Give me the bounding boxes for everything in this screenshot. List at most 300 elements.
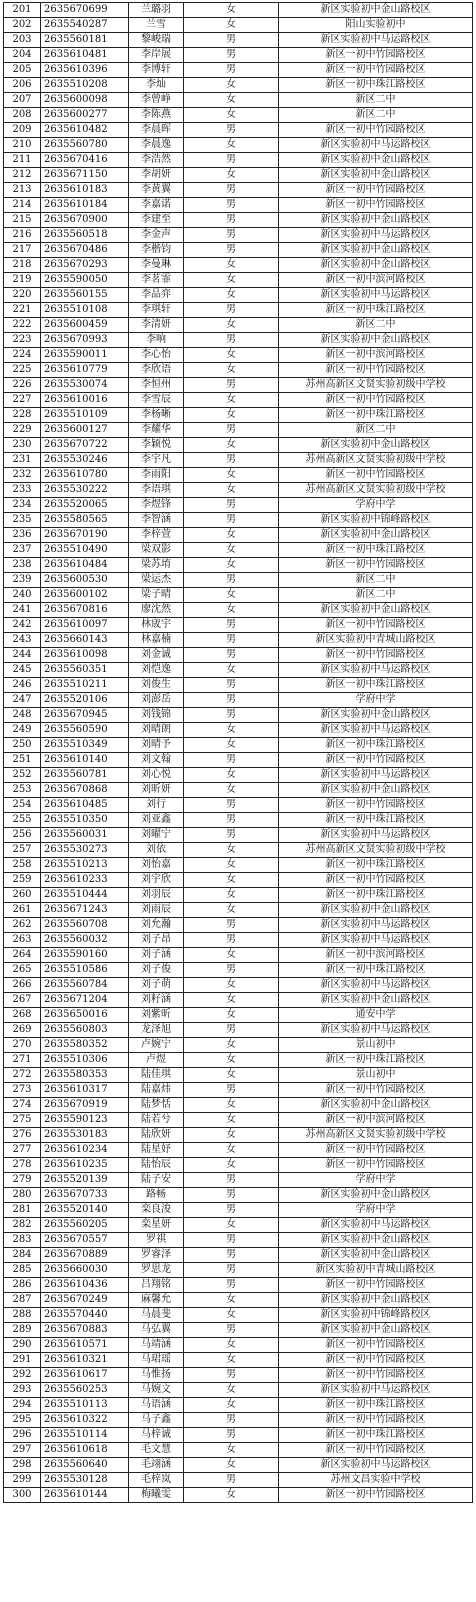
table-row [4,678,473,693]
table-row [4,618,473,633]
exam-id-cell: 2635510114 [41,1428,129,1443]
row-number-cell: 263 [4,933,41,948]
table-row [4,813,473,828]
gender-cell: 男 [184,498,279,513]
table-row [4,1263,473,1278]
table-row [4,1008,473,1023]
row-number-cell: 269 [4,1023,41,1038]
exam-id-cell: 2635670190 [41,528,129,543]
exam-id-cell: 2635610016 [41,393,129,408]
table-row [4,123,473,138]
row-number-cell: 296 [4,1428,41,1443]
exam-id-cell: 2635610571 [41,1338,129,1353]
student-name-cell: 李嘉诺 [129,198,184,213]
school-cell: 新区一初中珠江路校区 [279,1428,473,1443]
table-row [4,78,473,93]
student-name-cell: 李宇凡 [129,453,184,468]
gender-cell: 女 [184,558,279,573]
student-name-cell: 马语涵 [129,1398,184,1413]
table-row [4,498,473,513]
exam-id-cell: 2635671150 [41,168,129,183]
school-cell: 新区实验初中马运路校区 [279,138,473,153]
school-cell: 新区实验初中金山路校区 [279,153,473,168]
table-row [4,828,473,843]
school-cell: 新区实验初中马运路校区 [279,1458,473,1473]
roster-table [3,2,473,1503]
school-cell: 新区实验初中青城山路校区 [279,633,473,648]
table-row [4,393,473,408]
school-cell: 新区实验初中金山路校区 [279,603,473,618]
exam-id-cell: 2635560590 [41,723,129,738]
student-name-cell: 李恒州 [129,378,184,393]
exam-id-cell: 2635600530 [41,573,129,588]
school-cell: 新区实验初中马运路校区 [279,1218,473,1233]
table-row [4,93,473,108]
table-row [4,1383,473,1398]
exam-id-cell: 2635510306 [41,1053,129,1068]
student-name-cell: 李颖悦 [129,438,184,453]
row-number-cell: 260 [4,888,41,903]
exam-id-cell: 2635660030 [41,1263,129,1278]
row-number-cell: 265 [4,963,41,978]
student-name-cell: 李琪轩 [129,303,184,318]
student-name-cell: 陆星妤 [129,1143,184,1158]
gender-cell: 女 [184,258,279,273]
gender-cell: 男 [184,1023,279,1038]
gender-cell: 男 [184,1248,279,1263]
student-name-cell: 林宬宇 [129,618,184,633]
student-name-cell: 刘允瀚 [129,918,184,933]
school-cell: 新区一初中竹园路校区 [279,1443,473,1458]
row-number-cell: 236 [4,528,41,543]
school-cell: 新区一初中竹园路校区 [279,1338,473,1353]
student-name-cell: 李黄翼 [129,183,184,198]
exam-id-cell: 2635610098 [41,648,129,663]
exam-id-cell: 2635610618 [41,1443,129,1458]
school-cell: 新区一初中珠江路校区 [279,858,473,873]
exam-id-cell: 2635670733 [41,1188,129,1203]
row-number-cell: 290 [4,1338,41,1353]
table-row [4,1293,473,1308]
gender-cell: 女 [184,588,279,603]
row-number-cell: 242 [4,618,41,633]
student-name-cell: 李岸展 [129,48,184,63]
exam-id-cell: 2635560155 [41,288,129,303]
row-number-cell: 235 [4,513,41,528]
gender-cell: 女 [184,528,279,543]
row-number-cell: 240 [4,588,41,603]
student-name-cell: 马晨斐 [129,1308,184,1323]
gender-cell: 女 [184,288,279,303]
exam-id-cell: 2635610097 [41,618,129,633]
row-number-cell: 202 [4,18,41,33]
gender-cell: 女 [184,1383,279,1398]
table-row [4,633,473,648]
school-cell: 新区实验初中马运路校区 [279,723,473,738]
student-name-cell: 兰璐羽 [129,3,184,18]
school-cell: 新区一初中竹园路校区 [279,393,473,408]
exam-id-cell: 2635560518 [41,228,129,243]
exam-id-cell: 2635670816 [41,603,129,618]
school-cell: 新区一初中珠江路校区 [279,963,473,978]
row-number-cell: 228 [4,408,41,423]
student-name-cell: 李响 [129,333,184,348]
table-row [4,903,473,918]
row-number-cell: 278 [4,1158,41,1173]
gender-cell: 女 [184,18,279,33]
gender-cell: 男 [184,1278,279,1293]
school-cell: 新区一初中竹园路校区 [279,363,473,378]
school-cell: 新区一初中珠江路校区 [279,738,473,753]
student-name-cell: 陆若兮 [129,1113,184,1128]
school-cell: 新区一初中竹园路校区 [279,618,473,633]
school-cell: 新区实验初中金山路校区 [279,1188,473,1203]
student-name-cell: 李浩然 [129,153,184,168]
school-cell: 新区一初中竹园路校区 [279,63,473,78]
school-cell: 新区二中 [279,318,473,333]
student-name-cell: 李楷钧 [129,243,184,258]
school-cell: 新区实验初中马运路校区 [279,828,473,843]
table-row [4,1143,473,1158]
table-row [4,348,473,363]
gender-cell: 男 [184,828,279,843]
gender-cell: 女 [184,1008,279,1023]
school-cell: 新区一初中竹园路校区 [279,873,473,888]
row-number-cell: 274 [4,1098,41,1113]
student-name-cell: 吕翔铭 [129,1278,184,1293]
student-name-cell: 罗祺 [129,1233,184,1248]
school-cell: 新区实验初中金山路校区 [279,783,473,798]
table-row [4,543,473,558]
gender-cell: 男 [184,678,279,693]
exam-id-cell: 2635510213 [41,858,129,873]
table-row [4,1038,473,1053]
exam-id-cell: 2635670900 [41,213,129,228]
row-number-cell: 270 [4,1038,41,1053]
gender-cell: 女 [184,93,279,108]
gender-cell: 男 [184,378,279,393]
exam-id-cell: 2635610321 [41,1353,129,1368]
table-row [4,138,473,153]
gender-cell: 女 [184,1128,279,1143]
exam-id-cell: 2635560351 [41,663,129,678]
school-cell: 新区一初中竹园路校区 [279,123,473,138]
roster-body [4,3,473,1503]
student-name-cell: 李灿 [129,78,184,93]
row-number-cell: 232 [4,468,41,483]
school-cell: 新区实验初中马运路校区 [279,1023,473,1038]
school-cell: 新区一初中竹园路校区 [279,648,473,663]
exam-id-cell: 2635530246 [41,453,129,468]
school-cell: 新区实验初中青城山路校区 [279,1263,473,1278]
row-number-cell: 218 [4,258,41,273]
table-row [4,1128,473,1143]
row-number-cell: 239 [4,573,41,588]
exam-id-cell: 2635670883 [41,1323,129,1338]
row-number-cell: 294 [4,1398,41,1413]
row-number-cell: 298 [4,1458,41,1473]
exam-id-cell: 2635560253 [41,1383,129,1398]
row-number-cell: 226 [4,378,41,393]
table-row [4,1248,473,1263]
row-number-cell: 247 [4,693,41,708]
school-cell: 新区一初中竹园路校区 [279,468,473,483]
row-number-cell: 254 [4,798,41,813]
school-cell: 新区实验初中马运路校区 [279,663,473,678]
gender-cell: 男 [184,693,279,708]
school-cell: 新区一初中珠江路校区 [279,678,473,693]
gender-cell: 女 [184,3,279,18]
student-name-cell: 李雨阳 [129,468,184,483]
exam-id-cell: 2635600459 [41,318,129,333]
exam-id-cell: 2635660143 [41,633,129,648]
exam-id-cell: 2635530074 [41,378,129,393]
gender-cell: 女 [184,483,279,498]
exam-id-cell: 2635610183 [41,183,129,198]
school-cell: 新区一初中竹园路校区 [279,48,473,63]
row-number-cell: 223 [4,333,41,348]
gender-cell: 女 [184,723,279,738]
row-number-cell: 271 [4,1053,41,1068]
student-name-cell: 李欣语 [129,363,184,378]
table-row [4,1113,473,1128]
table-row [4,1308,473,1323]
table-row [4,648,473,663]
row-number-cell: 299 [4,1473,41,1488]
gender-cell: 女 [184,1218,279,1233]
school-cell: 新区实验初中马运路校区 [279,288,473,303]
exam-id-cell: 2635670945 [41,708,129,723]
row-number-cell: 201 [4,3,41,18]
exam-id-cell: 2635510586 [41,963,129,978]
gender-cell: 女 [184,1338,279,1353]
table-row [4,1443,473,1458]
gender-cell: 女 [184,873,279,888]
student-name-cell: 刘昕妍 [129,783,184,798]
table-row [4,168,473,183]
row-number-cell: 281 [4,1203,41,1218]
school-cell: 新区一初中竹园路校区 [279,1368,473,1383]
student-name-cell: 马梓诚 [129,1428,184,1443]
table-row [4,1068,473,1083]
student-name-cell: 李雪辰 [129,393,184,408]
row-number-cell: 279 [4,1173,41,1188]
table-row [4,963,473,978]
school-cell: 新区实验初中马运路校区 [279,33,473,48]
student-name-cell: 刘金诚 [129,648,184,663]
exam-id-cell: 2635610396 [41,63,129,78]
student-name-cell: 刘心悦 [129,768,184,783]
table-row [4,603,473,618]
gender-cell: 女 [184,978,279,993]
student-name-cell: 马惟扬 [129,1368,184,1383]
school-cell: 新区一初中珠江路校区 [279,78,473,93]
school-cell: 新区一初中滨河路校区 [279,1113,473,1128]
school-cell: 新区二中 [279,573,473,588]
student-name-cell: 刘亚鑫 [129,813,184,828]
row-number-cell: 250 [4,738,41,753]
student-name-cell: 李建至 [129,213,184,228]
exam-id-cell: 2635520065 [41,498,129,513]
school-cell: 新区一初中竹园路校区 [279,1143,473,1158]
school-cell: 新区一初中竹园路校区 [279,753,473,768]
exam-id-cell: 2635510109 [41,408,129,423]
row-number-cell: 276 [4,1128,41,1143]
school-cell: 新区实验初中金山路校区 [279,243,473,258]
student-name-cell: 刘依 [129,843,184,858]
school-cell: 新区实验初中金山路校区 [279,438,473,453]
table-row [4,1458,473,1473]
table-row [4,1413,473,1428]
student-name-cell: 李梓萱 [129,528,184,543]
row-number-cell: 225 [4,363,41,378]
gender-cell: 男 [184,1083,279,1098]
exam-id-cell: 2635560784 [41,978,129,993]
exam-id-cell: 2635600127 [41,423,129,438]
student-name-cell: 刘宇欣 [129,873,184,888]
student-name-cell: 刘怡嘉 [129,858,184,873]
gender-cell: 女 [184,348,279,363]
school-cell: 学府中学 [279,693,473,708]
row-number-cell: 252 [4,768,41,783]
exam-id-cell: 2635670722 [41,438,129,453]
exam-id-cell: 2635610234 [41,1143,129,1158]
school-cell: 新区实验初中马运路校区 [279,933,473,948]
gender-cell: 男 [184,1188,279,1203]
exam-id-cell: 2635610617 [41,1368,129,1383]
student-name-cell: 陆欣妍 [129,1128,184,1143]
exam-id-cell: 2635530222 [41,483,129,498]
student-name-cell: 马子鑫 [129,1413,184,1428]
gender-cell: 男 [184,213,279,228]
school-cell: 新区二中 [279,93,473,108]
row-number-cell: 300 [4,1488,41,1503]
gender-cell: 男 [184,708,279,723]
school-cell: 新区二中 [279,108,473,123]
student-name-cell: 刘子俊 [129,963,184,978]
student-name-cell: 李晨逸 [129,138,184,153]
school-cell: 新区一初中竹园路校区 [279,1278,473,1293]
exam-id-cell: 2635590160 [41,948,129,963]
exam-id-cell: 2635610484 [41,558,129,573]
table-row [4,63,473,78]
student-name-cell: 李陈燕 [129,108,184,123]
gender-cell: 女 [184,663,279,678]
gender-cell: 男 [184,813,279,828]
table-row [4,528,473,543]
row-number-cell: 293 [4,1383,41,1398]
row-number-cell: 209 [4,123,41,138]
school-cell: 新区实验初中金山路校区 [279,333,473,348]
gender-cell: 女 [184,78,279,93]
gender-cell: 男 [184,933,279,948]
table-row [4,468,473,483]
table-row [4,213,473,228]
exam-id-cell: 2635510113 [41,1398,129,1413]
row-number-cell: 258 [4,858,41,873]
table-row [4,768,473,783]
table-row [4,888,473,903]
gender-cell: 女 [184,1293,279,1308]
exam-id-cell: 2635560780 [41,138,129,153]
school-cell: 苏州高新区文贤实验初级中学校 [279,483,473,498]
gender-cell: 男 [184,633,279,648]
exam-id-cell: 2635670293 [41,258,129,273]
exam-id-cell: 2635610779 [41,363,129,378]
gender-cell: 女 [184,738,279,753]
gender-cell: 女 [184,138,279,153]
student-name-cell: 刘俊生 [129,678,184,693]
row-number-cell: 212 [4,168,41,183]
table-row [4,378,473,393]
table-row [4,1233,473,1248]
school-cell: 新区实验初中金山路校区 [279,1323,473,1338]
table-row [4,303,473,318]
exam-id-cell: 2635670416 [41,153,129,168]
row-number-cell: 259 [4,873,41,888]
row-number-cell: 215 [4,213,41,228]
gender-cell: 女 [184,903,279,918]
student-name-cell: 兰雪 [129,18,184,33]
gender-cell: 男 [184,1368,279,1383]
student-name-cell: 毛文慧 [129,1443,184,1458]
row-number-cell: 297 [4,1443,41,1458]
gender-cell: 女 [184,1113,279,1128]
exam-id-cell: 2635530273 [41,843,129,858]
row-number-cell: 234 [4,498,41,513]
student-name-cell: 毛翊涵 [129,1458,184,1473]
school-cell: 新区一初中珠江路校区 [279,408,473,423]
school-cell: 新区一初中竹园路校区 [279,1158,473,1173]
student-name-cell: 李语琪 [129,483,184,498]
table-row [4,243,473,258]
exam-id-cell: 2635670993 [41,333,129,348]
student-name-cell: 梁苏堉 [129,558,184,573]
school-cell: 新区实验初中金山路校区 [279,993,473,1008]
gender-cell: 女 [184,468,279,483]
gender-cell: 女 [184,363,279,378]
gender-cell: 女 [184,318,279,333]
row-number-cell: 217 [4,243,41,258]
exam-id-cell: 2635560181 [41,33,129,48]
school-cell: 新区一初中珠江路校区 [279,303,473,318]
row-number-cell: 282 [4,1218,41,1233]
exam-id-cell: 2635671204 [41,993,129,1008]
exam-id-cell: 2635670486 [41,243,129,258]
school-cell: 新区实验初中金山路校区 [279,1098,473,1113]
gender-cell: 女 [184,1143,279,1158]
student-name-cell: 陆子安 [129,1173,184,1188]
row-number-cell: 292 [4,1368,41,1383]
school-cell: 新区实验初中马运路校区 [279,918,473,933]
school-cell: 新区实验初中金山路校区 [279,3,473,18]
exam-id-cell: 2635510444 [41,888,129,903]
exam-id-cell: 2635560803 [41,1023,129,1038]
table-row [4,48,473,63]
row-number-cell: 249 [4,723,41,738]
row-number-cell: 257 [4,843,41,858]
gender-cell: 女 [184,768,279,783]
row-number-cell: 219 [4,273,41,288]
student-name-cell: 陆怡辰 [129,1158,184,1173]
gender-cell: 男 [184,1473,279,1488]
school-cell: 阳山实验初中 [279,18,473,33]
exam-id-cell: 2635670919 [41,1098,129,1113]
exam-id-cell: 2635540287 [41,18,129,33]
exam-id-cell: 2635580565 [41,513,129,528]
school-cell: 新区一初中竹园路校区 [279,1413,473,1428]
row-number-cell: 208 [4,108,41,123]
